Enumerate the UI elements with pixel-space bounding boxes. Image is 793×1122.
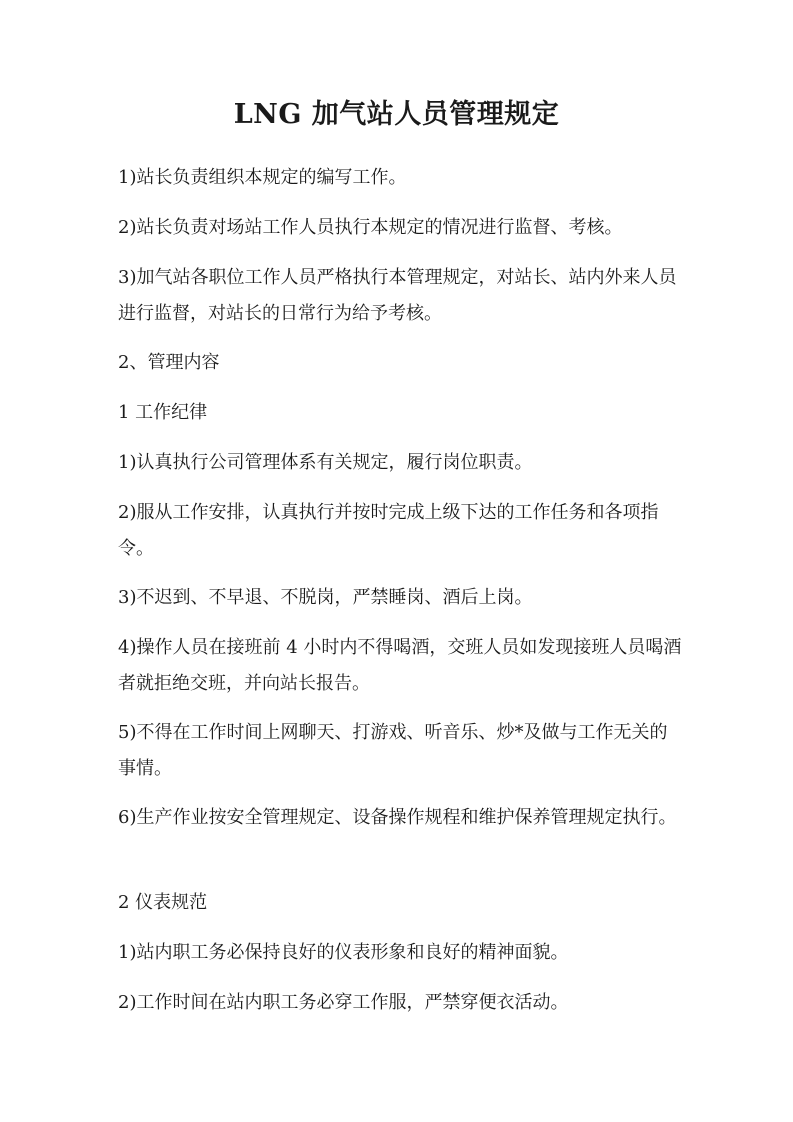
paragraph-13: 1)站内职工务必保持良好的仪表形象和良好的精神面貌。 — [118, 942, 569, 963]
paragraph-6: 1)认真执行公司管理体系有关规定，履行岗位职责。 — [118, 452, 533, 473]
subsection-heading-work-discipline: 1 工作纪律 — [118, 402, 208, 423]
document-title: LNG 加气站人员管理规定 — [233, 99, 560, 130]
paragraph-2: 2)站长负责对场站工作人员执行本规定的情况进行监督、考核。 — [118, 217, 623, 238]
section-heading-management-content: 2、管理内容 — [118, 352, 220, 373]
paragraph-9: 4)操作人员在接班前 4 小时内不得喝酒，交班人员如发现接班人员喝酒者就拒绝交班，并向站长报告。 — [118, 637, 682, 694]
paragraph-14: 2)工作时间在站内职工务必穿工作服，严禁穿便衣活动。 — [118, 992, 569, 1013]
paragraph-10: 5)不得在工作时间上网聊天、打游戏、听音乐、炒*及做与工作无关的事情。 — [118, 722, 668, 779]
paragraph-3: 3)加气站各职位工作人员严格执行本管理规定，对站长、站内外来人员进行监督，对站长的日常行为给予考核。 — [118, 267, 677, 324]
paragraph-7: 2)服从工作安排，认真执行并按时完成上级下达的工作任务和各项指令。 — [118, 502, 659, 559]
paragraph-11: 6)生产作业按安全管理规定、设备操作规程和维护保养管理规定执行。 — [118, 807, 677, 828]
paragraph-1: 1)站长负责组织本规定的编写工作。 — [118, 167, 407, 188]
subsection-heading-appearance: 2 仪表规范 — [118, 892, 208, 913]
paragraph-8: 3)不迟到、不早退、不脱岗，严禁睡岗、酒后上岗。 — [118, 587, 533, 608]
